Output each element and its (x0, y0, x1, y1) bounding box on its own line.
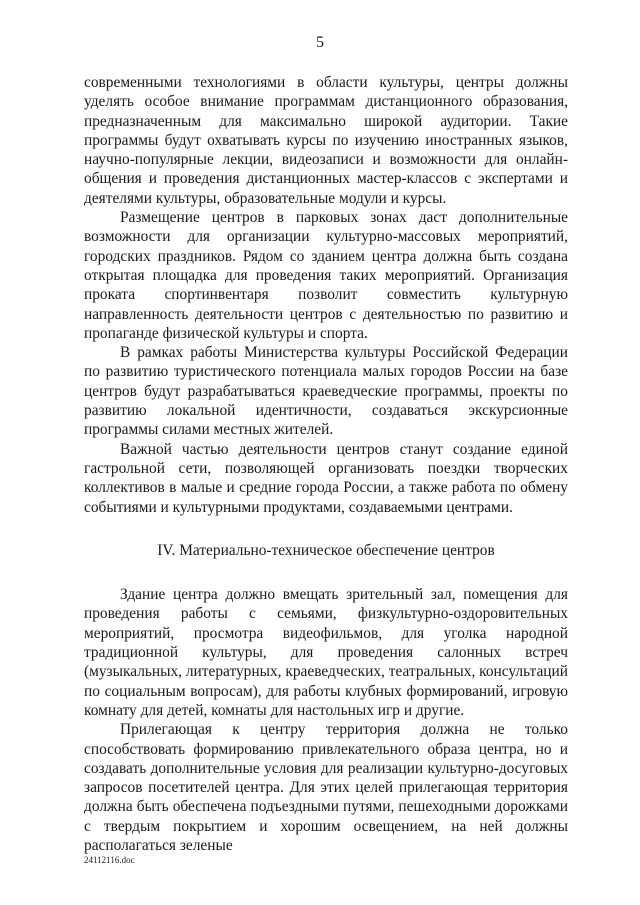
paragraph-tourism: В рамках работы Министерства культуры Российской Федерации по развитию туристического потенциала малых городов России на базе центров будут разрабатываться краеведческие программы, проекты по развитию локальной идентичности, создаваться экскурсионные программы силами местных жителей. (84, 344, 568, 439)
paragraph-building: Здание центра должно вмещать зрительный зал, помещения для проведения работы с семьями, физкультурно-оздоровительных мероприятий, просмотра видеофильмов, для уголка народной традиционной культуры, для проведения салонных встреч (музыкальных, литературных, краеведческих, театральных, консультаций по социальным вопросам), для работы клубных формирований, игровую комнату для детей, комнаты для настольных игр и другие. (84, 586, 568, 719)
paragraph-territory: Прилегающая к центру территория должна не только способствовать формированию привлекательного образа центра, но и создавать дополнительные условия для реализации культурно-досуговых запросов посетителей центра. Для этих целей прилегающая территория должна быть обеспечена подъездными путями, пешеходными дорожками с твердым покрытием и хорошим освещением, на ней должны располагаться зеленые (84, 721, 568, 854)
section-heading: IV. Материально-техническое обеспечение центров (157, 541, 495, 559)
paragraph-continuation: современными технологиями в области культуры, центры должны уделять особое внимание программам дистанционного образования, предназначенным для максимально широкой аудитории. Такие программы будут охватывать курсы по изучению иностранных языков, научно-популярные лекции, видеозаписи и возможности для онлайн-общения и проведения дистанционных мастер-классов с экспертами и деятелями культуры, образовательные модули и курсы. (84, 74, 568, 207)
document-body (84, 73, 568, 855)
paragraph-parks: Размещение центров в парковых зонах даст дополнительные возможности для организации культурно-массовых мероприятий, городских праздников. Рядом со зданием центра должна быть создана открытая площадка для проведения таких мероприятий. Организация проката спортинвентаря позволит совместить культурную направленность деятельности центров с деятельностью по развитию и пропаганде физической культуры и спорта. (84, 209, 568, 342)
page-number: 5 (316, 34, 324, 51)
footer-filename: 24112116.doc (84, 855, 135, 865)
paragraph-touring-network: Важной частью деятельности центров станут создание единой гастрольной сети, позволяющей организовать поездки творческих коллективов в малые и средние города России, а также работа по обмену событиями и культурными продуктами, создаваемыми центрами. (84, 440, 568, 516)
